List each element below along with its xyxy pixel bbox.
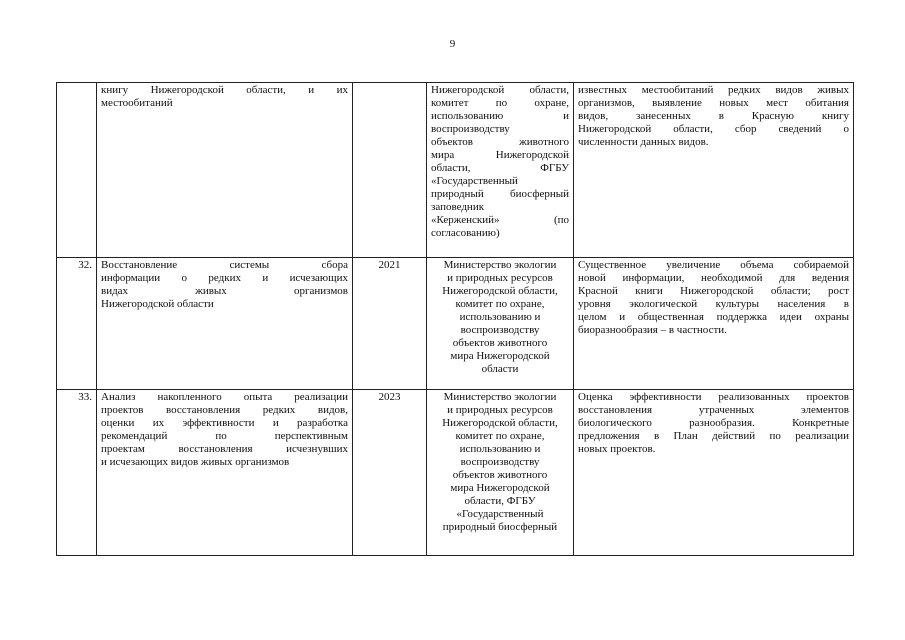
text-line: комитет по охране, bbox=[455, 298, 545, 310]
result-cell bbox=[574, 83, 854, 258]
text-line: и исчезающих видов живых организмов bbox=[101, 456, 290, 468]
text-line: информации о редких и исчезающих bbox=[101, 272, 348, 284]
text-line: целом и общественная поддержка идеи охраны bbox=[578, 311, 849, 323]
text-line: комитет по охране, bbox=[431, 97, 569, 109]
text-line: области, ФГБУ bbox=[464, 495, 536, 507]
year-cell: 2021 bbox=[353, 258, 427, 390]
text-line: согласованию) bbox=[431, 227, 500, 239]
text-line: воспроизводству bbox=[460, 456, 540, 468]
text-line: местообитаний bbox=[101, 97, 173, 109]
text-line: Нижегородской области, сбор сведений о bbox=[578, 123, 849, 135]
text-line: видов, занесенных в Красную книгу bbox=[578, 110, 849, 122]
text-line: природный биосферный bbox=[431, 188, 569, 200]
text-line: «Государственный bbox=[456, 508, 544, 520]
text-line: природный биосферный bbox=[442, 521, 558, 533]
executors-cell bbox=[427, 258, 574, 390]
text-line: «Государственный bbox=[431, 175, 518, 187]
text-line: «Керженский» (по bbox=[431, 214, 569, 226]
measures-table bbox=[56, 82, 854, 556]
row-number-cell bbox=[57, 83, 97, 258]
text-line: биоразнообразия – в частности. bbox=[578, 324, 727, 336]
text-line: Министерство экологии bbox=[443, 259, 557, 271]
text-line: уровня экологической культуры населения в bbox=[578, 298, 849, 310]
text-line: новой информации, необходимой для ведения bbox=[578, 272, 849, 284]
text-line: мира Нижегородской bbox=[450, 482, 550, 494]
text-line: Существенное увеличение объема собираемой bbox=[578, 259, 849, 271]
text-line: области bbox=[481, 363, 519, 375]
text-line: мира Нижегородской bbox=[450, 350, 550, 362]
text-line: организмов, выявление новых мест обитания bbox=[578, 97, 849, 109]
text-line: Нижегородской области, bbox=[442, 417, 558, 429]
text-line: воспроизводству bbox=[460, 324, 540, 336]
measure-cell bbox=[97, 258, 353, 390]
text-line: численности данных видов. bbox=[578, 136, 709, 148]
text-line: Восстановление системы сбора bbox=[101, 259, 348, 271]
text-line: мира Нижегородской bbox=[431, 149, 569, 161]
text-line: Нижегородской области, bbox=[431, 84, 569, 96]
year-cell bbox=[353, 83, 427, 258]
text-line: комитет по охране, bbox=[455, 430, 545, 442]
measure-cell bbox=[97, 83, 353, 258]
table-row bbox=[57, 83, 854, 258]
text-line: использованию и bbox=[459, 443, 541, 455]
text-line: предложения в План действий по реализации bbox=[578, 430, 849, 442]
text-line: восстановления утраченных элементов bbox=[578, 404, 849, 416]
text-line: и природных ресурсов bbox=[447, 272, 553, 284]
text-line: новых проектов. bbox=[578, 443, 656, 455]
text-line: рекомендаций по перспективным bbox=[101, 430, 348, 442]
row-number-cell: 32. bbox=[57, 258, 97, 390]
text-line: воспроизводству bbox=[431, 123, 510, 135]
text-line: использованию и bbox=[459, 311, 541, 323]
text-line: Министерство экологии bbox=[443, 391, 557, 403]
text-line: проектов восстановления редких видов, bbox=[101, 404, 348, 416]
text-line: книгу Нижегородской области, и их bbox=[101, 84, 348, 96]
table-body bbox=[57, 83, 854, 556]
text-line: области, ФГБУ bbox=[431, 162, 569, 174]
measure-cell bbox=[97, 390, 353, 556]
text-line: Красной книги Нижегородской области; рост bbox=[578, 285, 849, 297]
text-line: использованию и bbox=[431, 110, 569, 122]
result-cell bbox=[574, 258, 854, 390]
row-number-cell: 33. bbox=[57, 390, 97, 556]
text-line: объектов животного bbox=[452, 469, 548, 481]
table-row bbox=[57, 390, 854, 556]
text-line: проектам восстановления исчезнувших bbox=[101, 443, 348, 455]
text-line: Оценка эффективности реализованных проектов bbox=[578, 391, 849, 403]
text-line: Нижегородской области bbox=[101, 298, 214, 310]
text-line: оценки их эффективности и разработка bbox=[101, 417, 348, 429]
text-line: биологического разнообразия. Конкретные bbox=[578, 417, 849, 429]
year-cell: 2023 bbox=[353, 390, 427, 556]
text-line: и природных ресурсов bbox=[447, 404, 553, 416]
text-line: объектов животного bbox=[452, 337, 548, 349]
result-cell bbox=[574, 390, 854, 556]
text-line: Анализ накопленного опыта реализации bbox=[101, 391, 348, 403]
executors-cell bbox=[427, 83, 574, 258]
text-line: Нижегородской области, bbox=[442, 285, 558, 297]
executors-cell bbox=[427, 390, 574, 556]
page-number: 9 bbox=[449, 38, 456, 50]
text-line: заповедник bbox=[431, 201, 485, 213]
table-row bbox=[57, 258, 854, 390]
text-line: объектов животного bbox=[431, 136, 569, 148]
text-line: видах живых организмов bbox=[101, 285, 348, 297]
text-line: известных местообитаний редких видов живых bbox=[578, 84, 849, 96]
